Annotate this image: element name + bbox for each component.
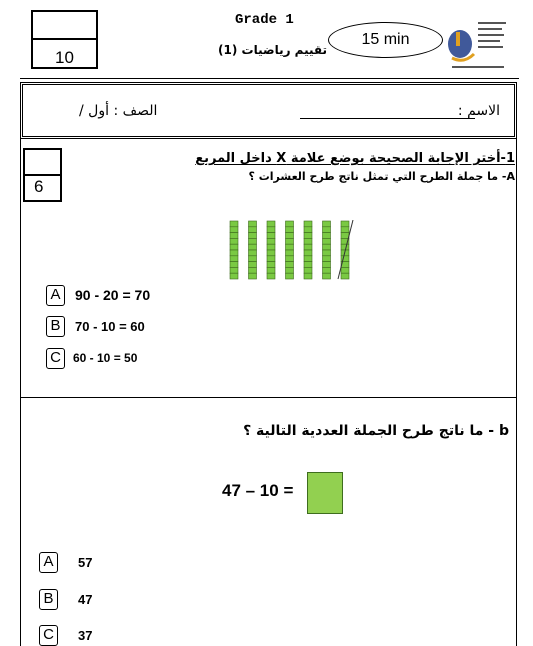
- section-divider: [20, 397, 517, 398]
- answer-box[interactable]: [307, 472, 343, 514]
- grade-label: Grade 1: [235, 12, 294, 28]
- equation: 47 – 10 =: [222, 481, 294, 500]
- time-badge: 15 min: [328, 22, 443, 58]
- tens-rod: [286, 221, 294, 279]
- score-divider: [25, 174, 60, 176]
- option-b-text: 47: [78, 591, 93, 607]
- option-a[interactable]: [39, 551, 92, 573]
- page-border-right: [516, 139, 517, 646]
- total-score: 10: [55, 48, 74, 67]
- option-c[interactable]: [46, 347, 137, 369]
- checkbox-a[interactable]: A: [39, 552, 58, 573]
- option-a-text: 90 - 20 = 70: [75, 287, 151, 303]
- header-divider: [20, 78, 519, 79]
- checkbox-b[interactable]: B: [46, 316, 65, 337]
- page-border-left: [20, 139, 21, 646]
- tens-rod: [230, 221, 238, 279]
- question-score: 6: [34, 177, 44, 196]
- score-divider: [33, 38, 96, 40]
- option-c-text: 37: [78, 627, 93, 643]
- quiz-title: تقييم رياضيات (1): [218, 43, 328, 57]
- checkbox-c[interactable]: C: [46, 348, 65, 369]
- checkbox-c[interactable]: C: [39, 625, 58, 646]
- question-prompt: A- ما جملة الطرح التي تمثل ناتج طرح العشرات ؟: [248, 170, 515, 183]
- tens-rod: [323, 221, 331, 279]
- student-info-frame: [20, 82, 517, 139]
- name-input-line[interactable]: [300, 118, 475, 119]
- option-a-text: 57: [78, 554, 93, 570]
- class-label: الصف : أول /: [79, 103, 158, 119]
- tens-blocks-image: [226, 220, 361, 280]
- tens-rod: [249, 221, 257, 279]
- question-b-title: b - ما ناتج طرح الجملة العددية التالية ؟: [243, 423, 509, 439]
- school-logo-icon: [446, 14, 508, 72]
- tens-rod: [304, 221, 312, 279]
- question-score-box: [23, 148, 62, 202]
- option-c-text: 60 - 10 = 50: [73, 351, 138, 365]
- option-b-text: 70 - 10 = 60: [75, 318, 145, 334]
- checkbox-a[interactable]: A: [46, 285, 65, 306]
- option-c[interactable]: [39, 624, 92, 646]
- option-b[interactable]: [46, 315, 145, 337]
- total-score-box: [31, 10, 98, 69]
- name-label: الاسم :: [457, 103, 500, 119]
- option-b[interactable]: [39, 588, 92, 610]
- tens-rod: [267, 221, 275, 279]
- checkbox-b[interactable]: B: [39, 589, 58, 610]
- option-a[interactable]: [46, 284, 150, 306]
- question-title: 1-أختر الإجابة الصحيحة بوضع علامة X داخل المربع: [195, 151, 515, 166]
